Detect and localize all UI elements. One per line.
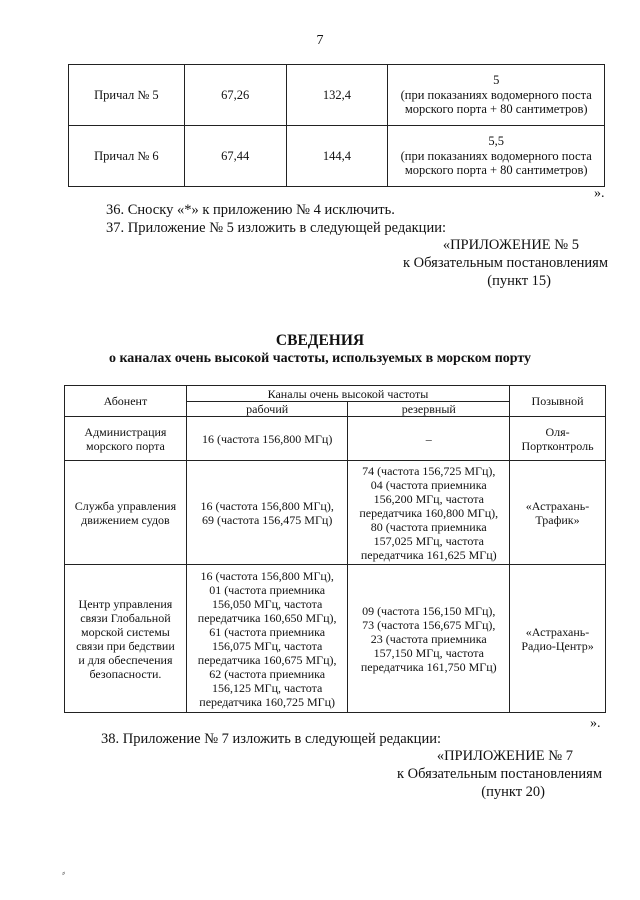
cell-line: передатчика 160,725 МГц) <box>199 694 336 709</box>
appendix-7-header: «ПРИЛОЖЕНИЕ № 7 к Обязательным постановлениям (пункт 20) <box>397 748 602 800</box>
table-row <box>65 565 606 713</box>
cell-line: – <box>425 431 432 446</box>
section-subtitle: о каналах очень высокой частоты, используемых в морском порту <box>108 351 532 366</box>
table-row <box>69 126 605 187</box>
working-channel-cell <box>186 417 348 461</box>
cell-line: Служба управления <box>74 498 177 513</box>
cell-line: Администрация <box>84 424 167 439</box>
berth-name: Причал № 5 <box>69 65 185 126</box>
reserve-channel-cell <box>348 461 510 565</box>
cell-line: морского порта <box>86 438 165 453</box>
berth-depth: 5,5 (при показаниях водомерного поста морского порта + 80 сантиметров) <box>388 126 605 187</box>
vhf-channels-table <box>64 385 606 713</box>
berth-value-1: 67,44 <box>184 126 286 187</box>
cell-line: передатчика 160,650 МГц), <box>197 610 337 625</box>
berth-value-2: 132,4 <box>286 65 388 126</box>
cell-line: движением судов <box>81 512 170 527</box>
subscriber-cell <box>65 417 187 461</box>
item-38: 38. Приложение № 7 изложить в следующей редакции: <box>101 731 441 747</box>
cell-line: 157,025 МГц, частота <box>373 533 484 548</box>
cell-line: Радио-Центр» <box>521 638 594 653</box>
cell-line: «Астрахань- <box>525 624 590 639</box>
cell-line: 01 (частота приемника <box>209 582 326 597</box>
cell-line: 156,200 МГц, частота <box>373 491 484 506</box>
cell-line: 62 (частота приемника <box>209 666 326 681</box>
reserve-channel-cell <box>348 565 510 713</box>
header-channels: Каналы очень высокой частоты <box>186 386 509 402</box>
cell-line: 16 (частота 156,800 МГц) <box>201 431 333 446</box>
cell-line: передатчика 161,625 МГц) <box>360 547 497 562</box>
header-callsign: Позывной <box>510 386 606 417</box>
cell-line: 09 (частота 156,150 МГц), <box>362 603 496 618</box>
berth-name: Причал № 6 <box>69 126 185 187</box>
berth-depth: 5 (при показаниях водомерного поста морского порта + 80 сантиметров) <box>388 65 605 126</box>
cell-line: 16 (частота 156,800 МГц), <box>200 498 334 513</box>
cell-line: 69 (частота 156,475 МГц) <box>201 512 333 527</box>
callsign-cell <box>510 461 606 565</box>
cell-line: морской системы <box>80 624 170 639</box>
berth-value-2: 144,4 <box>286 126 388 187</box>
table-row <box>65 417 606 461</box>
cell-line: и для обеспечения <box>78 652 173 667</box>
cell-line: связи Глобальной <box>80 610 171 625</box>
berths-table <box>68 64 605 187</box>
berth-value-1: 67,26 <box>184 65 286 126</box>
callsign-cell <box>510 417 606 461</box>
reserve-channel-cell <box>348 417 510 461</box>
cell-line: передатчика 160,675 МГц), <box>197 652 337 667</box>
cell-line: 73 (частота 156,675 МГц), <box>362 617 496 632</box>
cell-line: Оля- <box>545 424 570 439</box>
working-channel-cell <box>186 565 348 713</box>
section-title: СВЕДЕНИЯ <box>275 332 365 349</box>
table-row <box>69 65 605 126</box>
cell-line: 61 (частота приемника <box>209 624 326 639</box>
subscriber-cell <box>65 565 187 713</box>
cell-line: Трафик» <box>535 512 580 527</box>
item-36: 36. Сноску «*» к приложению № 4 исключить. <box>106 202 395 218</box>
cell-line: 04 (частота приемника <box>370 477 487 492</box>
item-37: 37. Приложение № 5 изложить в следующей редакции: <box>106 220 446 236</box>
cell-line: 156,125 МГц, частота <box>211 680 323 695</box>
cell-line: 80 (частота приемника <box>370 519 487 534</box>
cell-line: безопасности. <box>89 666 162 681</box>
table-header-row <box>65 386 606 402</box>
appendix-5-header: «ПРИЛОЖЕНИЕ № 5 к Обязательным постановлениям (пункт 15) <box>403 237 608 289</box>
cell-line: «Астрахань- <box>525 498 590 513</box>
working-channel-cell <box>186 461 348 565</box>
cell-line: передатчика 160,800 МГц), <box>359 505 499 520</box>
cell-line: Центр управления <box>78 596 173 611</box>
header-reserve: резервный <box>348 402 510 417</box>
subscriber-cell <box>65 461 187 565</box>
scan-mark: ⸗ <box>62 868 66 879</box>
cell-line: 74 (частота 156,725 МГц), <box>362 463 496 478</box>
header-subscriber: Абонент <box>65 386 187 417</box>
quote-close: ». <box>590 716 601 731</box>
quote-close: ». <box>594 186 605 201</box>
cell-line: 16 (частота 156,800 МГц), <box>200 568 334 583</box>
header-working: рабочий <box>186 402 348 417</box>
table-row <box>65 461 606 565</box>
cell-line: 23 (частота приемника <box>370 631 487 646</box>
cell-line: связи при бедствии <box>76 638 175 653</box>
cell-line: Портконтроль <box>521 438 594 453</box>
cell-line: 156,050 МГц, частота <box>211 596 323 611</box>
cell-line: передатчика 161,750 МГц) <box>360 659 497 674</box>
cell-line: 156,075 МГц, частота <box>211 638 323 653</box>
cell-line: 157,150 МГц, частота <box>373 645 484 660</box>
callsign-cell <box>510 565 606 713</box>
page-number: 7 <box>316 33 324 48</box>
